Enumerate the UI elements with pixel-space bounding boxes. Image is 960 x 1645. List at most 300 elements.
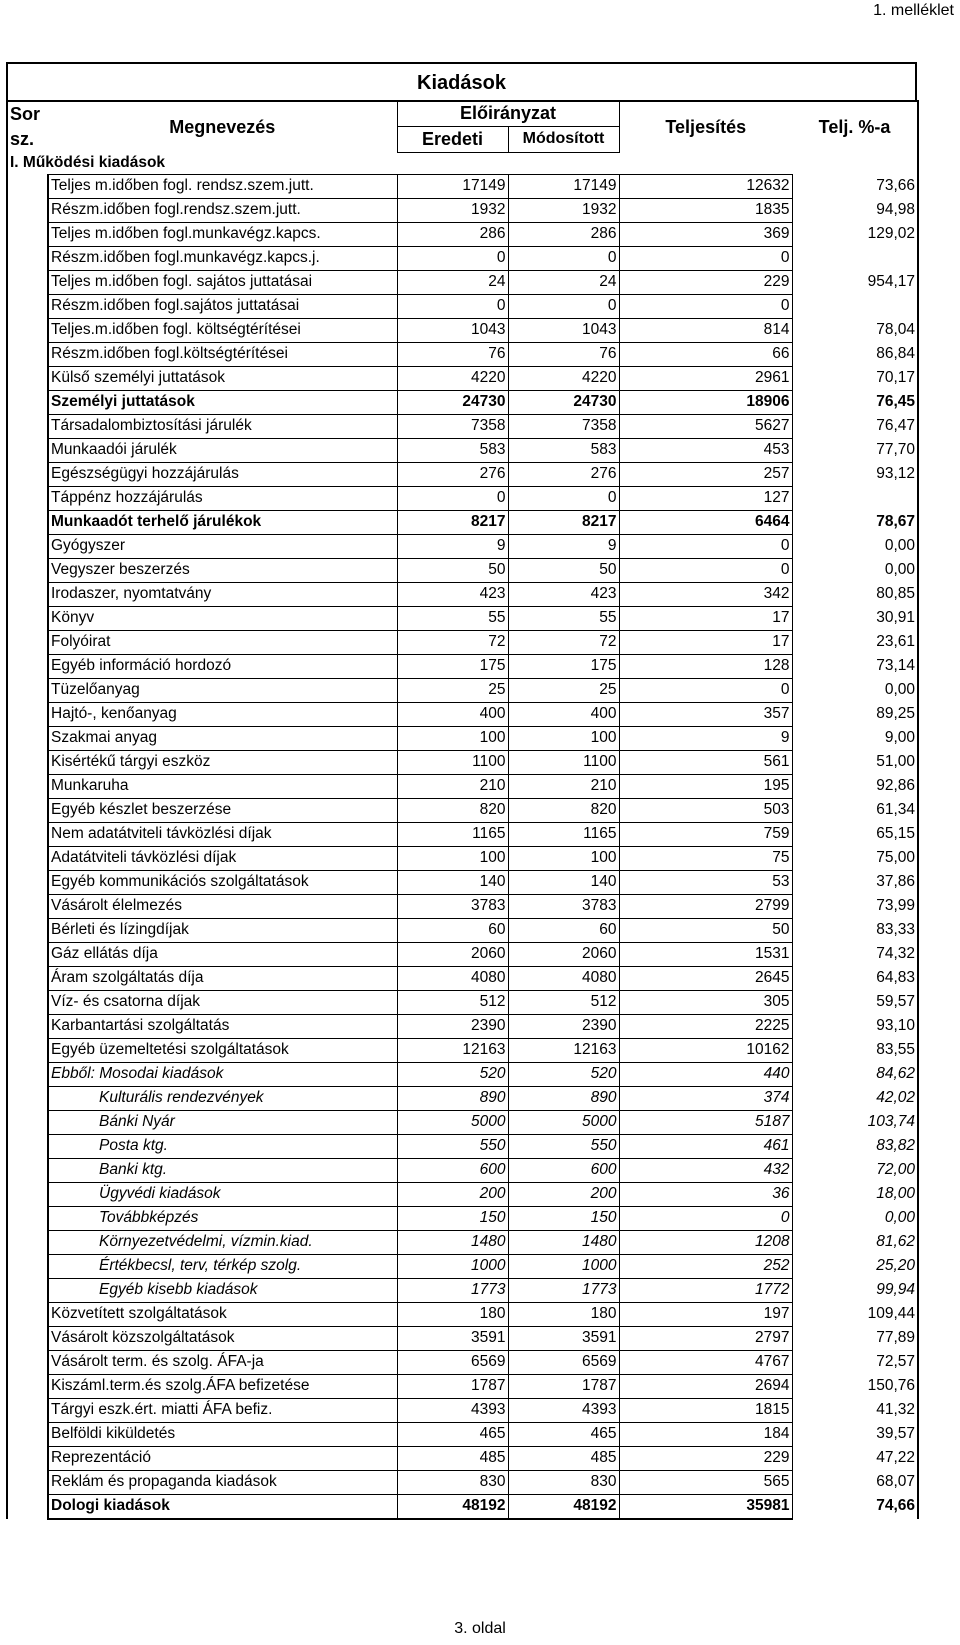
row-teljesites: 6464 bbox=[619, 510, 792, 534]
row-teljesites: 10162 bbox=[619, 1038, 792, 1062]
row-teljesites: 1208 bbox=[619, 1230, 792, 1254]
table-row bbox=[7, 678, 918, 702]
row-telj-pct: 99,94 bbox=[792, 1278, 918, 1302]
expenditure-sheet bbox=[6, 62, 917, 1520]
row-teljesites: 503 bbox=[619, 798, 792, 822]
table-row bbox=[7, 1134, 918, 1158]
header-megnevezes: Megnevezés bbox=[169, 116, 276, 137]
row-eredeti: 24730 bbox=[397, 390, 508, 414]
row-number bbox=[7, 1062, 48, 1086]
row-telj-pct: 41,32 bbox=[792, 1398, 918, 1422]
row-modositott: 1773 bbox=[508, 1278, 619, 1302]
row-name: Teljes m.időben fogl. sajátos juttatásai bbox=[48, 270, 397, 294]
row-telj-pct: 78,04 bbox=[792, 318, 918, 342]
table-row bbox=[7, 750, 918, 774]
row-number bbox=[7, 1302, 48, 1326]
row-teljesites: 0 bbox=[619, 1206, 792, 1230]
row-eredeti: 76 bbox=[397, 342, 508, 366]
row-modositott: 50 bbox=[508, 558, 619, 582]
row-modositott: 180 bbox=[508, 1302, 619, 1326]
row-telj-pct: 73,66 bbox=[792, 174, 918, 198]
row-telj-pct: 74,32 bbox=[792, 942, 918, 966]
row-telj-pct: 9,00 bbox=[792, 726, 918, 750]
row-modositott: 423 bbox=[508, 582, 619, 606]
row-name: Teljes.m.időben fogl. költségtérítései bbox=[48, 318, 397, 342]
row-name: Egészségügyi hozzájárulás bbox=[48, 462, 397, 486]
table-row bbox=[7, 1230, 918, 1254]
table-row bbox=[7, 630, 918, 654]
row-teljesites: 127 bbox=[619, 486, 792, 510]
row-telj-pct bbox=[792, 486, 918, 510]
row-modositott: 60 bbox=[508, 918, 619, 942]
table-row bbox=[7, 1350, 918, 1374]
row-modositott: 140 bbox=[508, 870, 619, 894]
row-name: Gáz ellátás díja bbox=[48, 942, 397, 966]
row-name: Külső személyi juttatások bbox=[48, 366, 397, 390]
row-eredeti: 465 bbox=[397, 1422, 508, 1446]
row-teljesites: 1772 bbox=[619, 1278, 792, 1302]
table-row bbox=[7, 222, 918, 246]
row-name: Irodaszer, nyomtatvány bbox=[48, 582, 397, 606]
row-name: Bérleti és lízingdíjak bbox=[48, 918, 397, 942]
row-telj-pct: 73,99 bbox=[792, 894, 918, 918]
row-number bbox=[7, 750, 48, 774]
row-modositott: 830 bbox=[508, 1470, 619, 1494]
table-row bbox=[7, 1470, 918, 1494]
row-eredeti: 3783 bbox=[397, 894, 508, 918]
row-telj-pct: 72,57 bbox=[792, 1350, 918, 1374]
row-eredeti: 5000 bbox=[397, 1110, 508, 1134]
row-modositott: 100 bbox=[508, 846, 619, 870]
row-modositott: 5000 bbox=[508, 1110, 619, 1134]
row-telj-pct: 83,33 bbox=[792, 918, 918, 942]
row-teljesites: 0 bbox=[619, 558, 792, 582]
row-name: Hajtó-, kenőanyag bbox=[48, 702, 397, 726]
row-modositott: 1043 bbox=[508, 318, 619, 342]
row-teljesites: 1531 bbox=[619, 942, 792, 966]
row-eredeti: 1932 bbox=[397, 198, 508, 222]
table-row bbox=[7, 1494, 918, 1519]
table-row bbox=[7, 198, 918, 222]
table-row bbox=[7, 486, 918, 510]
row-teljesites: 432 bbox=[619, 1158, 792, 1182]
row-telj-pct: 39,57 bbox=[792, 1422, 918, 1446]
row-number bbox=[7, 942, 48, 966]
row-modositott: 12163 bbox=[508, 1038, 619, 1062]
row-telj-pct: 84,62 bbox=[792, 1062, 918, 1086]
header-sor-line2: sz. bbox=[7, 126, 48, 152]
annex-label: 1. melléklet bbox=[873, 2, 954, 19]
row-name: Belföldi kiküldetés bbox=[48, 1422, 397, 1446]
row-name: Adatátviteli távközlési díjak bbox=[48, 846, 397, 870]
row-eredeti: 583 bbox=[397, 438, 508, 462]
row-number bbox=[7, 294, 48, 318]
row-modositott: 2060 bbox=[508, 942, 619, 966]
row-teljesites: 257 bbox=[619, 462, 792, 486]
row-name: Részm.időben fogl.rendsz.szem.jutt. bbox=[48, 198, 397, 222]
table-row bbox=[7, 1158, 918, 1182]
row-telj-pct: 73,14 bbox=[792, 654, 918, 678]
row-teljesites: 1835 bbox=[619, 198, 792, 222]
row-modositott: 9 bbox=[508, 534, 619, 558]
row-name: Részm.időben fogl.sajátos juttatásai bbox=[48, 294, 397, 318]
row-name: Egyéb információ hordozó bbox=[48, 654, 397, 678]
row-number bbox=[7, 1110, 48, 1134]
row-eredeti: 3591 bbox=[397, 1326, 508, 1350]
row-name: Munkaruha bbox=[48, 774, 397, 798]
row-telj-pct: 77,89 bbox=[792, 1326, 918, 1350]
row-telj-pct: 954,17 bbox=[792, 270, 918, 294]
row-eredeti: 423 bbox=[397, 582, 508, 606]
row-name: Banki ktg. bbox=[48, 1158, 397, 1182]
row-number bbox=[7, 894, 48, 918]
row-number bbox=[7, 726, 48, 750]
row-eredeti: 50 bbox=[397, 558, 508, 582]
row-eredeti: 1165 bbox=[397, 822, 508, 846]
row-name: Egyéb kommunikációs szolgáltatások bbox=[48, 870, 397, 894]
table-row bbox=[7, 966, 918, 990]
row-teljesites: 561 bbox=[619, 750, 792, 774]
row-name: Személyi juttatások bbox=[48, 390, 397, 414]
row-eredeti: 175 bbox=[397, 654, 508, 678]
row-teljesites: 369 bbox=[619, 222, 792, 246]
row-modositott: 3783 bbox=[508, 894, 619, 918]
row-eredeti: 210 bbox=[397, 774, 508, 798]
row-modositott: 286 bbox=[508, 222, 619, 246]
row-name: Továbbképzés bbox=[48, 1206, 397, 1230]
row-eredeti: 1100 bbox=[397, 750, 508, 774]
row-modositott: 1000 bbox=[508, 1254, 619, 1278]
row-teljesites: 53 bbox=[619, 870, 792, 894]
row-name: Kiszáml.term.és szolg.ÁFA befizetése bbox=[48, 1374, 397, 1398]
row-number bbox=[7, 678, 48, 702]
row-modositott: 4393 bbox=[508, 1398, 619, 1422]
row-telj-pct: 109,44 bbox=[792, 1302, 918, 1326]
row-modositott: 465 bbox=[508, 1422, 619, 1446]
row-eredeti: 6569 bbox=[397, 1350, 508, 1374]
row-modositott: 48192 bbox=[508, 1494, 619, 1519]
row-modositott: 1100 bbox=[508, 750, 619, 774]
row-modositott: 1932 bbox=[508, 198, 619, 222]
row-telj-pct: 42,02 bbox=[792, 1086, 918, 1110]
row-eredeti: 7358 bbox=[397, 414, 508, 438]
row-name: Ügyvédi kiadások bbox=[48, 1182, 397, 1206]
table-row bbox=[7, 414, 918, 438]
row-number bbox=[7, 1278, 48, 1302]
row-telj-pct: 86,84 bbox=[792, 342, 918, 366]
table-row bbox=[7, 990, 918, 1014]
row-name: Tárgyi eszk.ért. miatti ÁFA befiz. bbox=[48, 1398, 397, 1422]
table-row bbox=[7, 1446, 918, 1470]
row-number bbox=[7, 414, 48, 438]
row-teljesites: 9 bbox=[619, 726, 792, 750]
table-row bbox=[7, 294, 918, 318]
row-modositott: 100 bbox=[508, 726, 619, 750]
row-eredeti: 24 bbox=[397, 270, 508, 294]
table-row bbox=[7, 1014, 918, 1038]
row-name: Kulturális rendezvények bbox=[48, 1086, 397, 1110]
row-number bbox=[7, 774, 48, 798]
row-telj-pct: 30,91 bbox=[792, 606, 918, 630]
row-eredeti: 1000 bbox=[397, 1254, 508, 1278]
row-name: Reklám és propaganda kiadások bbox=[48, 1470, 397, 1494]
row-name: Vásárolt term. és szolg. ÁFA-ja bbox=[48, 1350, 397, 1374]
row-number bbox=[7, 1398, 48, 1422]
row-teljesites: 440 bbox=[619, 1062, 792, 1086]
row-name: Munkaadót terhelő járulékok bbox=[48, 510, 397, 534]
row-teljesites: 2961 bbox=[619, 366, 792, 390]
row-teljesites: 374 bbox=[619, 1086, 792, 1110]
row-name: Részm.időben fogl.költségtérítései bbox=[48, 342, 397, 366]
row-modositott: 25 bbox=[508, 678, 619, 702]
row-teljesites: 2225 bbox=[619, 1014, 792, 1038]
table-row bbox=[7, 1110, 918, 1134]
row-name: Tüzelőanyag bbox=[48, 678, 397, 702]
row-teljesites: 229 bbox=[619, 270, 792, 294]
row-telj-pct: 92,86 bbox=[792, 774, 918, 798]
row-teljesites: 0 bbox=[619, 678, 792, 702]
row-number bbox=[7, 1254, 48, 1278]
row-modositott: 24730 bbox=[508, 390, 619, 414]
row-eredeti: 600 bbox=[397, 1158, 508, 1182]
row-eredeti: 520 bbox=[397, 1062, 508, 1086]
row-modositott: 485 bbox=[508, 1446, 619, 1470]
row-eredeti: 0 bbox=[397, 294, 508, 318]
row-name: Társadalombiztosítási járulék bbox=[48, 414, 397, 438]
row-modositott: 2390 bbox=[508, 1014, 619, 1038]
row-teljesites: 0 bbox=[619, 534, 792, 558]
row-modositott: 512 bbox=[508, 990, 619, 1014]
row-name: Egyéb készlet beszerzése bbox=[48, 798, 397, 822]
row-number bbox=[7, 270, 48, 294]
row-modositott: 76 bbox=[508, 342, 619, 366]
row-telj-pct: 23,61 bbox=[792, 630, 918, 654]
row-number bbox=[7, 702, 48, 726]
row-eredeti: 485 bbox=[397, 1446, 508, 1470]
table-row bbox=[7, 318, 918, 342]
row-eredeti: 4393 bbox=[397, 1398, 508, 1422]
row-teljesites: 5187 bbox=[619, 1110, 792, 1134]
row-eredeti: 17149 bbox=[397, 174, 508, 198]
table-row bbox=[7, 918, 918, 942]
table-row bbox=[7, 462, 918, 486]
row-name: Vásárolt élelmezés bbox=[48, 894, 397, 918]
row-telj-pct: 77,70 bbox=[792, 438, 918, 462]
row-number bbox=[7, 1494, 48, 1519]
row-number bbox=[7, 486, 48, 510]
row-telj-pct: 93,10 bbox=[792, 1014, 918, 1038]
row-number bbox=[7, 222, 48, 246]
row-eredeti: 140 bbox=[397, 870, 508, 894]
row-number bbox=[7, 1230, 48, 1254]
expenditure-table bbox=[6, 100, 919, 1520]
row-telj-pct: 61,34 bbox=[792, 798, 918, 822]
row-telj-pct: 72,00 bbox=[792, 1158, 918, 1182]
row-telj-pct: 37,86 bbox=[792, 870, 918, 894]
header-eloiranyzat: Előirányzat bbox=[397, 101, 619, 126]
row-eredeti: 890 bbox=[397, 1086, 508, 1110]
table-row bbox=[7, 366, 918, 390]
row-telj-pct: 83,55 bbox=[792, 1038, 918, 1062]
row-number bbox=[7, 246, 48, 270]
row-eredeti: 276 bbox=[397, 462, 508, 486]
row-eredeti: 1043 bbox=[397, 318, 508, 342]
row-teljesites: 1815 bbox=[619, 1398, 792, 1422]
row-number bbox=[7, 1350, 48, 1374]
row-modositott: 820 bbox=[508, 798, 619, 822]
row-teljesites: 195 bbox=[619, 774, 792, 798]
row-eredeti: 2390 bbox=[397, 1014, 508, 1038]
row-eredeti: 2060 bbox=[397, 942, 508, 966]
row-name: Gyógyszer bbox=[48, 534, 397, 558]
table-row bbox=[7, 558, 918, 582]
row-teljesites: 252 bbox=[619, 1254, 792, 1278]
table-row bbox=[7, 870, 918, 894]
row-number bbox=[7, 822, 48, 846]
row-name: Posta ktg. bbox=[48, 1134, 397, 1158]
row-telj-pct: 0,00 bbox=[792, 678, 918, 702]
row-number bbox=[7, 390, 48, 414]
row-modositott: 0 bbox=[508, 486, 619, 510]
row-telj-pct: 0,00 bbox=[792, 1206, 918, 1230]
section-title: I. Működési kiadások bbox=[7, 152, 918, 174]
row-eredeti: 150 bbox=[397, 1206, 508, 1230]
row-modositott: 520 bbox=[508, 1062, 619, 1086]
row-number bbox=[7, 1374, 48, 1398]
row-eredeti: 200 bbox=[397, 1182, 508, 1206]
row-telj-pct: 81,62 bbox=[792, 1230, 918, 1254]
row-telj-pct: 47,22 bbox=[792, 1446, 918, 1470]
row-modositott: 17149 bbox=[508, 174, 619, 198]
row-number bbox=[7, 1470, 48, 1494]
row-telj-pct: 65,15 bbox=[792, 822, 918, 846]
table-row bbox=[7, 342, 918, 366]
row-modositott: 8217 bbox=[508, 510, 619, 534]
table-row bbox=[7, 270, 918, 294]
row-modositott: 24 bbox=[508, 270, 619, 294]
row-teljesites: 35981 bbox=[619, 1494, 792, 1519]
table-row bbox=[7, 1422, 918, 1446]
table-row bbox=[7, 774, 918, 798]
row-teljesites: 197 bbox=[619, 1302, 792, 1326]
table-row bbox=[7, 510, 918, 534]
table-row bbox=[7, 1038, 918, 1062]
row-telj-pct: 25,20 bbox=[792, 1254, 918, 1278]
row-number bbox=[7, 966, 48, 990]
header-telj-pct: Telj. %-a bbox=[792, 101, 918, 152]
row-teljesites: 461 bbox=[619, 1134, 792, 1158]
row-number bbox=[7, 606, 48, 630]
table-row bbox=[7, 534, 918, 558]
row-number bbox=[7, 462, 48, 486]
row-telj-pct: 70,17 bbox=[792, 366, 918, 390]
row-teljesites: 128 bbox=[619, 654, 792, 678]
header-modositott: Módosított bbox=[508, 126, 619, 152]
table-row bbox=[7, 726, 918, 750]
table-row bbox=[7, 798, 918, 822]
row-name: Könyv bbox=[48, 606, 397, 630]
row-teljesites: 342 bbox=[619, 582, 792, 606]
row-telj-pct: 150,76 bbox=[792, 1374, 918, 1398]
table-row bbox=[7, 438, 918, 462]
row-number bbox=[7, 1086, 48, 1110]
row-telj-pct: 80,85 bbox=[792, 582, 918, 606]
row-name: Dologi kiadások bbox=[48, 1494, 397, 1519]
row-telj-pct: 89,25 bbox=[792, 702, 918, 726]
table-row bbox=[7, 822, 918, 846]
row-name: Karbantartási szolgáltatás bbox=[48, 1014, 397, 1038]
row-eredeti: 550 bbox=[397, 1134, 508, 1158]
row-name: Teljes m.időben fogl.munkavégz.kapcs. bbox=[48, 222, 397, 246]
row-eredeti: 4080 bbox=[397, 966, 508, 990]
table-row bbox=[7, 606, 918, 630]
table-row bbox=[7, 942, 918, 966]
table-row bbox=[7, 894, 918, 918]
row-telj-pct: 68,07 bbox=[792, 1470, 918, 1494]
row-number bbox=[7, 174, 48, 198]
row-modositott: 1787 bbox=[508, 1374, 619, 1398]
row-teljesites: 305 bbox=[619, 990, 792, 1014]
row-eredeti: 286 bbox=[397, 222, 508, 246]
row-eredeti: 100 bbox=[397, 726, 508, 750]
row-number bbox=[7, 870, 48, 894]
row-modositott: 0 bbox=[508, 294, 619, 318]
row-eredeti: 8217 bbox=[397, 510, 508, 534]
row-name: Teljes m.időben fogl. rendsz.szem.jutt. bbox=[48, 174, 397, 198]
row-number bbox=[7, 1014, 48, 1038]
row-teljesites: 12632 bbox=[619, 174, 792, 198]
header-sor-line1: Sor bbox=[7, 101, 48, 126]
row-teljesites: 565 bbox=[619, 1470, 792, 1494]
row-teljesites: 0 bbox=[619, 294, 792, 318]
row-number bbox=[7, 654, 48, 678]
row-number bbox=[7, 1422, 48, 1446]
row-telj-pct: 76,47 bbox=[792, 414, 918, 438]
row-modositott: 400 bbox=[508, 702, 619, 726]
row-telj-pct: 78,67 bbox=[792, 510, 918, 534]
row-name: Részm.időben fogl.munkavégz.kapcs.j. bbox=[48, 246, 397, 270]
row-number bbox=[7, 558, 48, 582]
row-modositott: 550 bbox=[508, 1134, 619, 1158]
row-number bbox=[7, 366, 48, 390]
row-telj-pct: 64,83 bbox=[792, 966, 918, 990]
row-eredeti: 55 bbox=[397, 606, 508, 630]
table-row bbox=[7, 702, 918, 726]
row-eredeti: 512 bbox=[397, 990, 508, 1014]
row-eredeti: 1773 bbox=[397, 1278, 508, 1302]
table-row bbox=[7, 1254, 918, 1278]
row-telj-pct: 51,00 bbox=[792, 750, 918, 774]
row-number bbox=[7, 798, 48, 822]
row-teljesites: 2645 bbox=[619, 966, 792, 990]
row-name: Egyéb kisebb kiadások bbox=[48, 1278, 397, 1302]
row-teljesites: 453 bbox=[619, 438, 792, 462]
row-number bbox=[7, 582, 48, 606]
row-teljesites: 5627 bbox=[619, 414, 792, 438]
row-number bbox=[7, 1038, 48, 1062]
row-eredeti: 100 bbox=[397, 846, 508, 870]
row-teljesites: 18906 bbox=[619, 390, 792, 414]
row-eredeti: 1480 bbox=[397, 1230, 508, 1254]
row-name: Nem adatátviteli távközlési díjak bbox=[48, 822, 397, 846]
row-eredeti: 9 bbox=[397, 534, 508, 558]
row-name: Folyóirat bbox=[48, 630, 397, 654]
row-number bbox=[7, 534, 48, 558]
row-telj-pct: 76,45 bbox=[792, 390, 918, 414]
row-teljesites: 229 bbox=[619, 1446, 792, 1470]
table-row bbox=[7, 1398, 918, 1422]
row-eredeti: 830 bbox=[397, 1470, 508, 1494]
